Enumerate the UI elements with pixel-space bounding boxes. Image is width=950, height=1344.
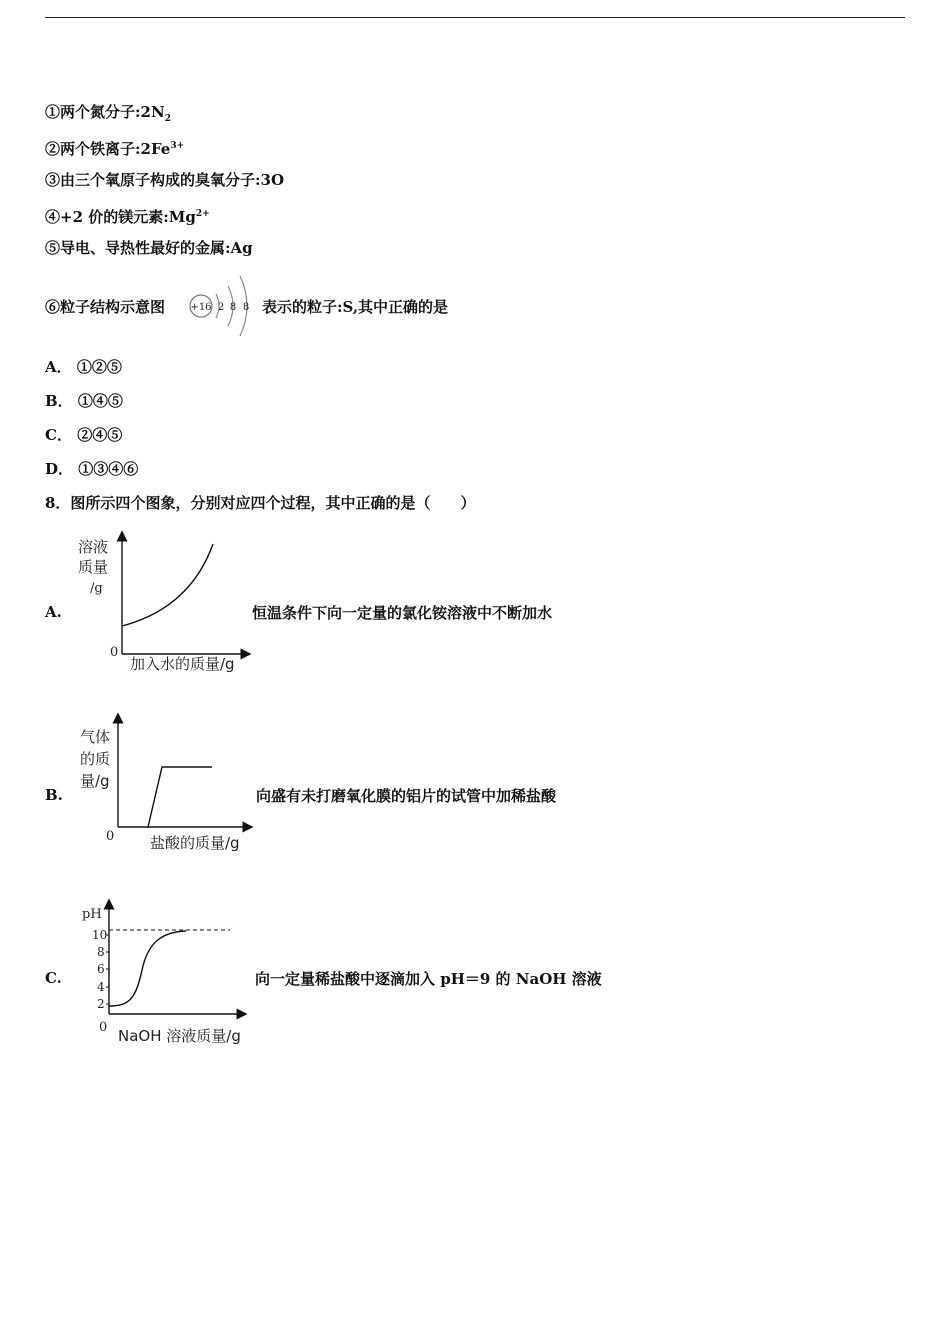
shell-3-count: 8	[242, 302, 250, 313]
graph-b-ylabel-3: 量/g	[80, 772, 110, 790]
statement-6	[45, 297, 165, 317]
graph-c-ytick-2: 2	[97, 997, 105, 1011]
graph-a-origin: 0	[110, 645, 119, 660]
q7-option-c: C． ②④⑤	[45, 426, 123, 444]
q8-option-b-letter: B.	[45, 786, 63, 804]
graph-b-ylabel-1: 气体	[80, 728, 111, 746]
statement-4: ④+2 价的镁元素$:Mg^{2+}$	[45, 208, 210, 226]
q8-graph-c	[70, 898, 260, 1048]
q8-option-c-letter: C.	[45, 969, 62, 987]
graph-c-xlabel: NaOH 溶液质量/g	[118, 1027, 241, 1045]
q7-option-a: A． ①②⑤	[45, 358, 122, 376]
graph-c-origin: 0	[99, 1020, 108, 1035]
q7-option-b: B． ①④⑤	[45, 392, 123, 410]
header-rule	[45, 17, 905, 18]
shell-1-count: 2	[217, 302, 225, 313]
q8-option-b-desc: 向盛有未打磨氧化膜的铝片的试管中加稀盐酸	[256, 787, 557, 805]
statement-6-suffix: 表示的粒子:S,其中正确的是	[262, 298, 449, 316]
q8-option-c-desc: 向一定量稀盐酸中逐滴加入 pH＝9 的 NaOH 溶液	[255, 970, 602, 988]
graph-b-ylabel-2: 的质	[80, 750, 111, 768]
shell-2-count: 8	[229, 302, 237, 313]
q8-graph-a	[70, 530, 260, 676]
q7-option-d: D． ①③④⑥	[45, 460, 139, 478]
statement-5: ⑤导电、导热性最好的金属:Ag	[45, 239, 253, 257]
q8-option-a-letter: A.	[45, 603, 62, 621]
nucleus-label: +16	[190, 302, 212, 313]
graph-a-ylabel-2: 质量	[78, 558, 109, 576]
graph-a-ylabel-3: /g	[90, 581, 103, 596]
statement-2: ②两个铁离子$:2Fe^{3+}$	[45, 140, 185, 158]
graph-c-ytick-6: 6	[97, 962, 105, 976]
statement-1: ①两个氮分子$:2N_2$	[45, 103, 171, 124]
graph-b-origin: 0	[106, 829, 115, 844]
graph-b-xlabel: 盐酸的质量/g	[150, 834, 240, 852]
graph-c-ytick-8: 8	[97, 945, 105, 959]
graph-a-ylabel-1: 溶液	[78, 538, 109, 556]
graph-c-ylabel: pH	[82, 907, 102, 922]
q8-stem: 8．图所示四个图象，分别对应四个过程，其中正确的是（ ）	[45, 494, 476, 512]
graph-c-ytick-10: 10	[92, 928, 108, 942]
graph-a-xlabel: 加入水的质量/g	[130, 655, 235, 673]
statement-3: ③由三个氧原子构成的臭氧分子:3O	[45, 171, 285, 189]
graph-c-ytick-4: 4	[97, 980, 105, 994]
atom-structure-diagram	[186, 272, 256, 338]
q8-option-a-desc: 恒温条件下向一定量的氯化铵溶液中不断加水	[252, 604, 553, 622]
statement-6-prefix: ⑥粒子结构示意图	[45, 298, 166, 316]
q8-graph-b	[70, 712, 260, 858]
